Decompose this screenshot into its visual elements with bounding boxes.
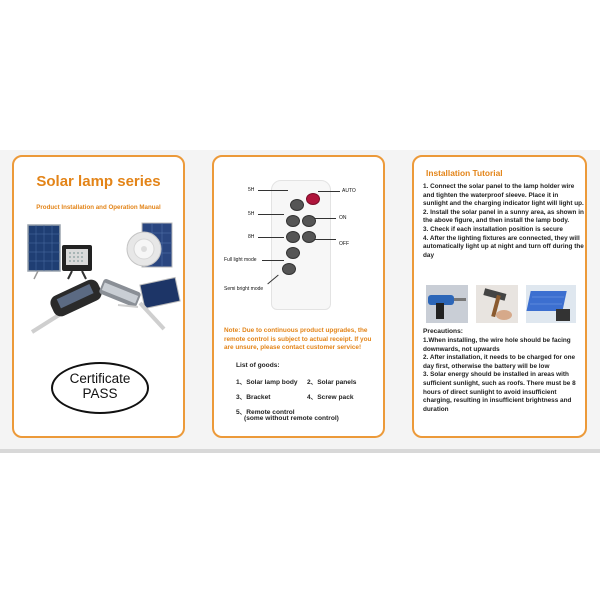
leader-line (258, 190, 288, 191)
installation-step: 4. After the lighting fixtures are connected, they will automatically light up at night and turn off during the day (423, 234, 584, 259)
certificate-label: Certificate (69, 371, 131, 386)
installation-step: 2. Install the solar panel in a sunny area, as shown in the above figure, and then install the lamp body. (423, 208, 584, 225)
label-semi-bright-mode: Semi bright mode (224, 286, 264, 292)
remote-control-image (271, 180, 331, 310)
upgrade-note: Note: Due to continuous product upgrades, the remote control is subject to actual receipt. If you are unsure, please contact customer service! (224, 327, 372, 352)
panel-installation-tutorial (412, 155, 587, 438)
precautions-list (423, 337, 585, 414)
leader-line (318, 191, 340, 192)
goods-item-5: 5、Remote control (236, 409, 295, 416)
precautions-title: Precautions: (423, 328, 463, 335)
ufo-lamp-image (127, 223, 172, 267)
drill-photo (426, 285, 468, 323)
panel-remote-control (212, 155, 385, 438)
installation-step: 3. Check if each installation position is secure (423, 225, 563, 233)
goods-item-5-note: (some without remote control) (244, 415, 339, 422)
label-8h: 8H (248, 234, 255, 240)
goods-item-4: 4、Screw pack (307, 394, 354, 401)
leader-line (258, 214, 284, 215)
label-5h-mid: 5H (248, 211, 255, 217)
remote-button-5h-top (290, 199, 304, 211)
strip-shadow (0, 449, 600, 453)
solar-panel-install-photo (526, 285, 576, 323)
remote-button-full (286, 247, 300, 259)
page-title: Solar lamp series (36, 173, 161, 190)
goods-item-1: 1、Solar lamp body (236, 379, 298, 386)
solar-panel-image (28, 225, 60, 279)
certificate-pass-label: PASS (82, 386, 118, 401)
page-subtitle: Product Installation and Operation Manual (36, 204, 161, 211)
certificate-badge (51, 362, 149, 414)
leader-line (262, 260, 284, 261)
installation-step: 1. Connect the solar panel to the lamp holder wire and tighten the waterproof sleeve. Place it in sunlight and the charging indicator light will light up. (423, 183, 584, 208)
remote-button-off (302, 231, 316, 243)
precaution-item: 3. Solar energy should be installed in areas with sufficient sunlight, such as roofs. There must be 8 hours of direct sunlight to avoid insufficient charging, resulting in insufficient brightness and duration (423, 371, 576, 413)
installation-steps (423, 183, 584, 260)
label-auto: AUTO (342, 188, 356, 194)
installation-title: Installation Tutorial (426, 168, 503, 178)
product-photos (14, 217, 187, 367)
remote-button-5h (286, 215, 300, 227)
goods-list-title: List of goods: (236, 362, 280, 369)
remote-button-on (302, 215, 316, 227)
label-on: ON (339, 215, 347, 221)
street-lamp-with-panel-image (98, 278, 180, 329)
leader-line (314, 239, 336, 240)
label-off: OFF (339, 241, 349, 247)
precaution-item: 1.When installing, the wire hole should be facing downwards, not upwards (423, 337, 571, 353)
remote-button-8h (286, 231, 300, 243)
street-lamp-image (32, 277, 104, 332)
leader-line (258, 237, 284, 238)
remote-button-semi (282, 263, 296, 275)
leader-line (314, 218, 336, 219)
goods-item-2: 2、Solar panels (307, 379, 357, 386)
hammer-photo (476, 285, 518, 323)
goods-item-3: 3、Bracket (236, 394, 271, 401)
label-5h-top: 5H (248, 187, 255, 193)
floodlight-image (62, 245, 92, 279)
precaution-item: 2. After installation, it needs to be charged for one day first, otherwise the battery will be low (423, 354, 576, 370)
installation-photos (414, 285, 589, 325)
panel-product-manual (12, 155, 185, 438)
remote-button-auto (306, 193, 320, 205)
label-full-light-mode: Full light mode (224, 257, 257, 263)
